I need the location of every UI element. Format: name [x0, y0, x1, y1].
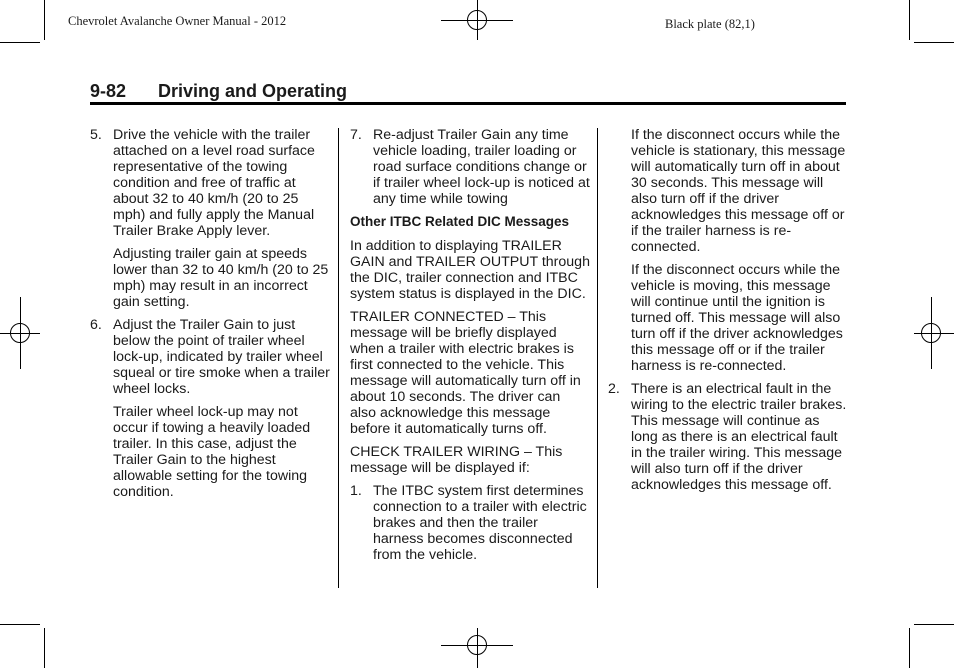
list-note: Adjusting trailer gain at speeds lower than 32 to 40 km/h (20 to 25 mph) may result in an incorrect gain setting. — [113, 246, 329, 310]
subheading: Other ITBC Related DIC Messages — [350, 214, 570, 229]
list-item-6 — [90, 317, 330, 397]
column-divider-2 — [597, 128, 598, 588]
list-item-2 — [608, 381, 848, 493]
list-item-5 — [90, 127, 330, 239]
paragraph: CHECK TRAILER WIRING – This message will be displayed if: — [350, 444, 563, 476]
column-2 — [350, 127, 590, 570]
section-title: Driving and Operating — [158, 81, 348, 101]
paragraph: TRAILER CONNECTED – This message will be briefly displayed when a trailer with electric brakes is first connected to the vehicle. This message will automatically turn off in about 10 seconds. The driver can also acknowledge this message before it automatically turns off. — [350, 309, 581, 437]
list-number: 1. — [350, 483, 362, 499]
list-text: The ITBC system first determines connection to a trailer with electric brakes and then the trailer harness becomes disconnected from the vehicle. — [373, 483, 587, 563]
list-text: Re-adjust Trailer Gain any time vehicle loading, trailer loading or road surface conditions change or if trailer wheel lock-up is noticed at any time while towing — [373, 127, 590, 207]
list-number: 5. — [90, 127, 102, 143]
header-plate-label: Black plate (82,1) — [665, 17, 755, 31]
list-note: Trailer wheel lock-up may not occur if towing a heavily loaded trailer. In this case, adjust the Trailer Gain to the highest allowable setting for the towing condition. — [113, 404, 311, 500]
header-manual-title: Chevrolet Avalanche Owner Manual - 2012 — [68, 14, 287, 28]
list-text: Drive the vehicle with the trailer attached on a level road surface representative of the towing condition and free of traffic at about 32 to 40 km/h (20 to 25 mph) and fully apply the Manual Trailer Brake Apply lever. — [113, 127, 315, 239]
list-text: Adjust the Trailer Gain to just below the point of trailer wheel lock-up, indicated by trailer wheel squeal or tire smoke when a trailer wheel locks. — [113, 317, 330, 397]
list-number: 7. — [350, 127, 362, 143]
list-note: If the disconnect occurs while the vehicle is moving, this message will continue until the ignition is turned off. This message will also turn off if the driver acknowledges this message off or if the trailer harness is re-connected. — [631, 262, 843, 374]
column-1 — [90, 127, 330, 507]
list-note: If the disconnect occurs while the vehicle is stationary, this message will automatically turn off in about 30 seconds. This message will also turn off if the driver acknowledges this message off or if the trailer harness is re-connected. — [631, 127, 846, 255]
page-number: 9-82 — [90, 81, 127, 101]
list-number: 2. — [608, 381, 620, 397]
list-item-7 — [350, 127, 590, 207]
title-rule — [90, 102, 846, 105]
list-number: 6. — [90, 317, 102, 333]
paragraph: In addition to displaying TRAILER GAIN and TRAILER OUTPUT through the DIC, trailer connection and ITBC system status is displayed in the DIC. — [350, 238, 590, 302]
column-divider-1 — [338, 128, 339, 588]
column-3 — [608, 127, 848, 500]
list-text: There is an electrical fault in the wiring to the electric trailer brakes. This message will continue as long as there is an electrical fault in the trailer wiring. This message will also turn off if the driver acknowledges this message off. — [631, 381, 847, 493]
list-item-1 — [350, 483, 590, 563]
